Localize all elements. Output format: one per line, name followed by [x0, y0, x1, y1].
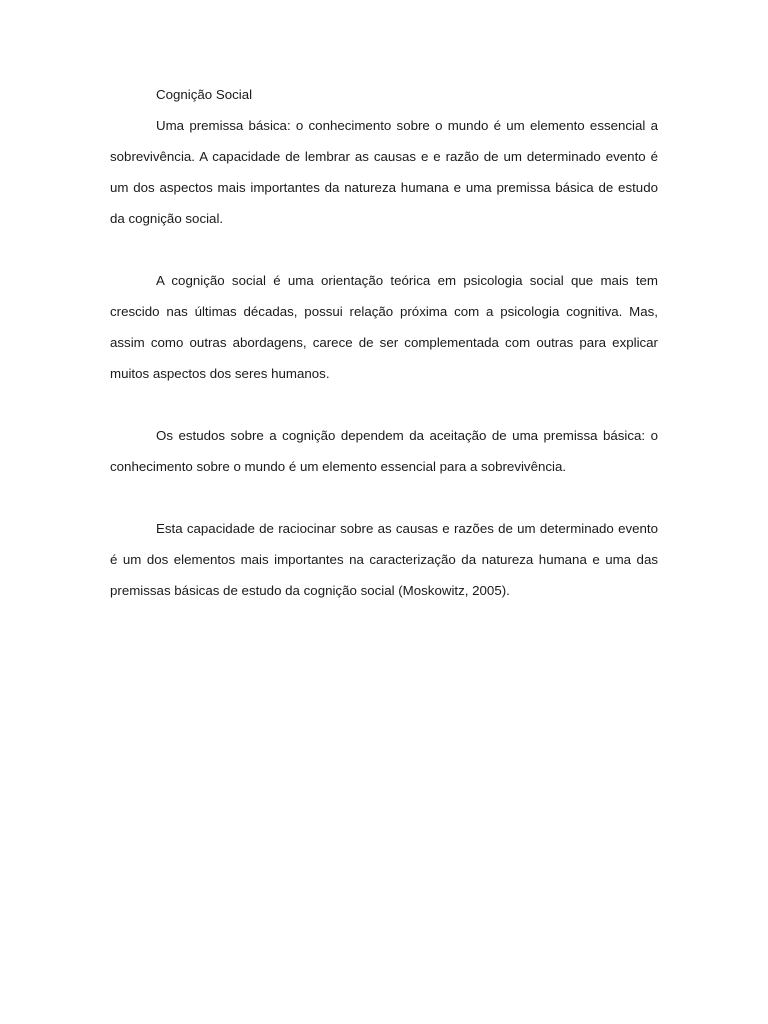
document-body: [110, 79, 658, 606]
paragraph-spacer: [110, 389, 658, 420]
paragraph-spacer: [110, 234, 658, 265]
document-title: Cognição Social: [156, 87, 253, 102]
paragraph-2: A cognição social é uma orientação teórica em psicologia social que mais tem crescido nas últimas décadas, possui relação próxima com a psicologia cognitiva. Mas, assim como outras abordagens, carece de ser complementada com outras para explicar muitos aspectos dos seres humanos.: [110, 273, 658, 381]
paragraph-1: Uma premissa básica: o conhecimento sobre o mundo é um elemento essencial a sobrevivência. A capacidade de lembrar as causas e e razão de um determinado evento é um dos aspectos mais importantes da natureza humana e uma premissa básica de estudo da cognição social.: [110, 118, 658, 226]
paragraph-spacer: [110, 482, 658, 513]
paragraph-4: Esta capacidade de raciocinar sobre as causas e razões de um determinado evento é um dos elementos mais importantes na caracterização da natureza humana e uma das premissas básicas de estudo da cognição social (Moskowitz, 2005).: [110, 521, 658, 598]
paragraph-3: Os estudos sobre a cognição dependem da aceitação de uma premissa básica: o conhecimento sobre o mundo é um elemento essencial para a sobrevivência.: [110, 428, 658, 474]
